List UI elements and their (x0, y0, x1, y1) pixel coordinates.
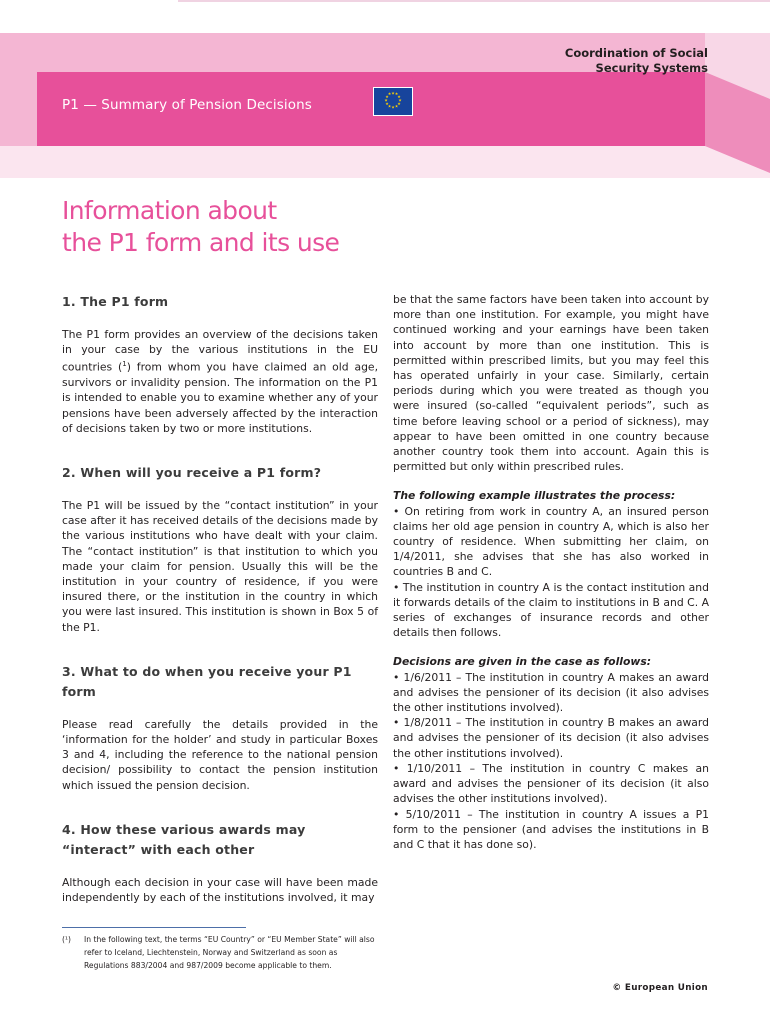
page-title (62, 195, 339, 259)
series-title-line2: Security Systems (595, 61, 708, 75)
svg-text:★: ★ (391, 90, 395, 96)
svg-text:★: ★ (387, 91, 392, 97)
svg-text:★: ★ (397, 100, 401, 106)
left-column (62, 292, 378, 905)
svg-text:★: ★ (394, 91, 399, 97)
section-3-body: Please read carefully the details provided in the ‘information for the holder’ and study in particular Boxes 3 and 4, including the reference to the national pension decision/ possibility to contact the pension institution which issued the pension decision. (62, 717, 378, 792)
series-title (565, 46, 708, 76)
decision-item: • 1/10/2011 – The institution in country C makes an award and advises the pensioner of its decision (it also advises the other institutions involved). (393, 761, 709, 806)
right-column (393, 292, 709, 852)
decision-item: • 5/10/2011 – The institution in country A issues a P1 form to the pensioner (and advises the institutions in B and C that it has done so). (393, 807, 709, 851)
svg-text:★: ★ (398, 97, 402, 103)
series-title-line1: Coordination of Social (564, 46, 708, 60)
footnote-reference: 1 (122, 360, 127, 369)
footnote (62, 933, 378, 972)
svg-text:★: ★ (397, 93, 401, 99)
form-title: P1 — Summary of Pension Decisions (62, 97, 312, 113)
example-heading: The following example illustrates the process: (393, 489, 676, 503)
section-4-continuation: be that the same factors have been taken into account by more than one institution. For example, you might have continued working and your earnings have been taken into account by more than one institution. This is permitted within prescribed limits, but you may feel this has operated unfairly in your case. Similarly, certain periods during which you were treated as though you were insured (so-called “equivalent periods”, such as time before leaving school or a period of sickness), may appear to have been omitted in one country because another country took them into account. Again this is permitted but only within prescribed rules. (393, 293, 709, 474)
section-1-body-text-a: The P1 form provides an overview of the decisions taken in your case by the various institutions in the EU countries ( (62, 328, 378, 374)
svg-text:★: ★ (385, 100, 389, 106)
svg-text:★: ★ (384, 97, 388, 103)
section-2-heading: 2. When will you receive a P1 form? (62, 465, 322, 481)
eu-flag-icon (374, 88, 412, 115)
section-1-heading: 1. The P1 form (62, 294, 169, 309)
section-1-body-text-b: ) from whom you have claimed an old age, survivors or invalidity pension. The information on the P1 is intended to enable you to examine whether any of your pensions have been adversely affected by the interaction of decisions taken by two or more institutions. (62, 361, 378, 435)
section-2-body: The P1 will be issued by the “contact institution” in your case after it has received details of the decisions made by the various institutions who have dealt with your claim. The “contact institution” is that institution to which you made your claim for pension. Usually this will be the institution in your country of residence, if you were insured there, or the institution in the country in which you were last insured. This institution is shown in Box 5 of the P1. (62, 499, 378, 634)
header-band (0, 33, 770, 178)
footnote-text: In the following text, the terms “EU Country” or “EU Member State” will also refer to Iceland, Liechtenstein, Norway and Switzerland as soon as Regulations 883/2004 and 987/2009 become applicable to them. (84, 935, 375, 970)
footnote-divider (62, 927, 246, 928)
copyright-notice: © European Union (612, 983, 708, 993)
svg-text:★: ★ (387, 103, 392, 109)
section-4-heading: 4. How these various awards may “interact” with each other (62, 821, 306, 857)
example-item: • On retiring from work in country A, an insured person claims her old age pension in country A, which is also her country of residence. When submitting her claim, on 1/4/2011, she advises that she has also worked in countries B and C. (393, 504, 709, 579)
example-item: • The institution in country A is the contact institution and it forwards details of the claim to institutions in B and C. A series of exchanges of insurance records and other details then follows. (393, 580, 709, 640)
page-title-line2: the P1 form and its use (62, 228, 340, 257)
svg-text:★: ★ (394, 103, 399, 109)
decision-item: • 1/8/2011 – The institution in country B makes an award and advises the pensioner of its decision (it also advises the other institutions involved). (393, 716, 709, 760)
decision-item: • 1/6/2011 – The institution in country A makes an award and advises the pensioner of its decision (it also advises the other institutions involved). (393, 670, 709, 715)
svg-text:★: ★ (385, 93, 389, 99)
top-rule (178, 0, 770, 2)
svg-text:★: ★ (391, 104, 395, 110)
footnote-number: (¹) (62, 935, 71, 944)
section-4-body: Although each decision in your case will have been made independently by each of the institutions involved, it may (62, 875, 378, 905)
section-1-body (62, 327, 378, 436)
section-3-heading: 3. What to do when you receive your P1 form (62, 663, 352, 699)
page-title-line1: Information about (62, 196, 277, 225)
decisions-heading: Decisions are given in the case as follows: (393, 655, 652, 669)
